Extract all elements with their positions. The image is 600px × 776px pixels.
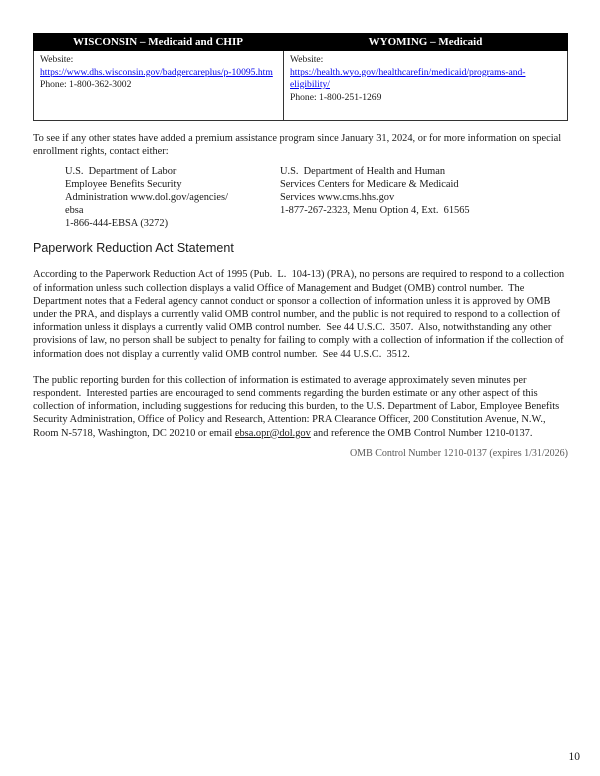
- dol-contact-line: Employee Benefits Security: [65, 179, 182, 191]
- wyoming-header: WYOMING – Medicaid: [283, 33, 568, 51]
- wyoming-phone: Phone: 1-800-251-1269: [290, 91, 382, 103]
- wyoming-website-label: Website:: [290, 54, 324, 65]
- dol-contact-line: ebsa: [65, 204, 84, 216]
- pra-statement-heading: Paperwork Reduction Act Statement: [33, 241, 234, 256]
- wyoming-website-link[interactable]: https://health.wyo.gov/healthcarefin/medicaid/programs-and-eligibility/: [290, 66, 526, 90]
- state-contact-table: [33, 33, 568, 121]
- dol-contact-line: 1-866-444-EBSA (3272): [65, 217, 169, 229]
- dol-contact-line: Administration www.dol.gov/agencies/: [65, 192, 228, 203]
- intro-paragraph: To see if any other states have added a premium assistance program since January 31, 2024, or for more information on special enrollment rights, contact either:: [33, 133, 564, 158]
- contact-columns: [33, 166, 568, 230]
- hhs-contact-block: [280, 166, 568, 230]
- pra-paragraph-1: According to the Paperwork Reduction Act of 1995 (Pub. L. 104-13) (PRA), no persons are required to respond to a collection of information unless such collection displays a valid Office of Management and Budget (OMB) control number. The Department notes that a Federal agency cannot conduct or sponsor a collection of information unless it is approved by OMB under the PRA, and displays a currently valid OMB control number, and the public is not required to respond to a collection of information unless it displays a currently valid OMB control number. See 44 U.S.C. 3507. Also, notwithstanding any other provisions of law, no person shall be subject to penalty for failing to comply with a collection of information if the collection of information does not display a currently valid OMB control number. See 44 U.S.C. 3512.: [33, 269, 567, 360]
- pra-paragraph-2: [33, 374, 568, 440]
- wyoming-cell: [284, 51, 569, 120]
- pra-paragraph-2-text-after: and reference the OMB Control Number 1210-0137.: [310, 427, 533, 439]
- table-body-row: [33, 51, 568, 121]
- hhs-contact-line: U.S. Department of Health and Human: [280, 166, 446, 178]
- dol-contact-block: [33, 166, 280, 230]
- ebsa-email-link[interactable]: ebsa.opr@dol.gov: [234, 427, 311, 439]
- hhs-contact-line: Services Centers for Medicare & Medicaid: [280, 179, 459, 191]
- page-content: [33, 33, 568, 460]
- wisconsin-phone: Phone: 1-800-362-3002: [40, 79, 132, 90]
- table-header-row: [33, 33, 568, 51]
- wisconsin-cell: [34, 51, 284, 120]
- pra-paragraph-2-text: The public reporting burden for this collection of information is estimated to average approximately seven minutes per respondent. Interested parties are encouraged to send comments regarding the burden estimate or any other aspect of this collection of information, including suggestions for reducing this burden, to the U.S. Department of Labor, Employee Benefits Security Administration, Office of Policy and Research, Attention: PRA Clearance Officer, 200 Constitution Avenue, N.W., Room N-5718, Washington, DC 20210 or email: [33, 374, 562, 439]
- hhs-contact-line: Services www.cms.hhs.gov: [280, 192, 395, 203]
- page-number: 10: [568, 751, 580, 763]
- omb-control-number-line: OMB Control Number 1210-0137 (expires 1/31/2026): [349, 447, 568, 459]
- wisconsin-website-label: Website:: [40, 54, 74, 65]
- wisconsin-header: WISCONSIN – Medicaid and CHIP: [33, 33, 283, 51]
- wisconsin-website-link[interactable]: https://www.dhs.wisconsin.gov/badgercareplus/p-10095.htm: [40, 66, 273, 78]
- hhs-contact-line: 1-877-267-2323, Menu Option 4, Ext. 61565: [280, 204, 470, 216]
- dol-contact-line: U.S. Department of Labor: [65, 166, 177, 178]
